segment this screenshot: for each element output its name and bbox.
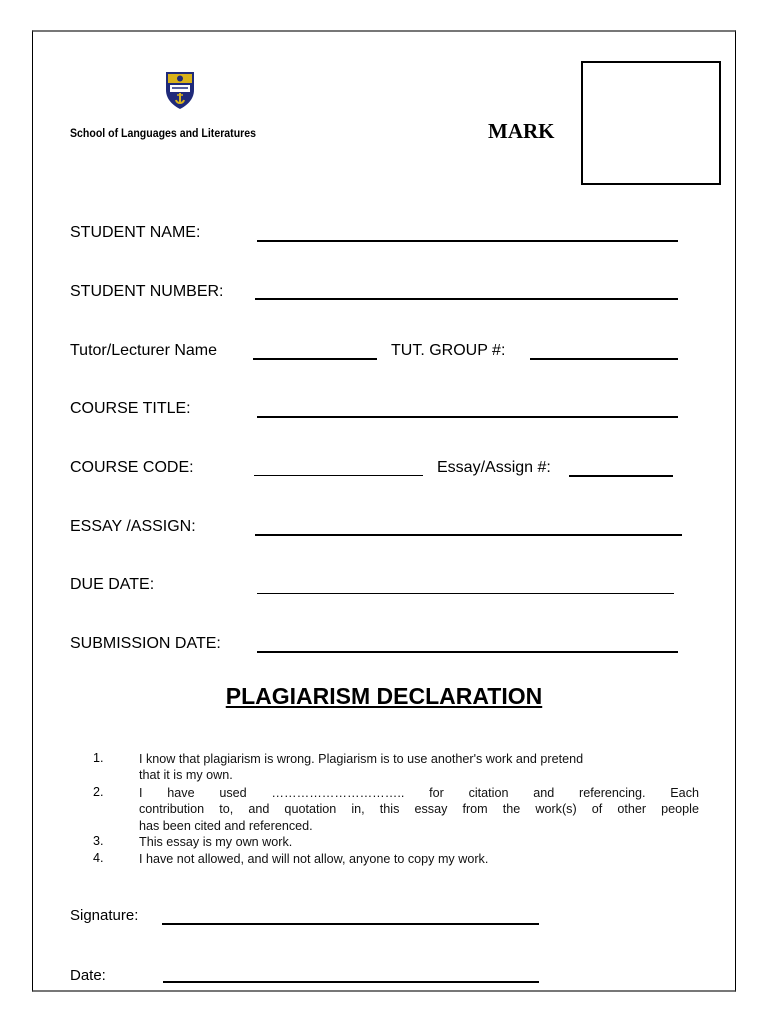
essay-assign-line[interactable] (255, 534, 682, 536)
course-code-line[interactable] (254, 475, 423, 476)
declaration-item-number: 1. (93, 751, 104, 765)
student-name-line[interactable] (257, 240, 678, 242)
declaration-item-number: 2. (93, 785, 104, 799)
submission-date-line[interactable] (257, 651, 678, 653)
tutor-name-label: Tutor/Lecturer Name (70, 342, 218, 359)
date-line[interactable] (163, 981, 539, 983)
mark-box[interactable] (581, 61, 721, 185)
tut-group-line[interactable] (530, 358, 678, 360)
due-date-line[interactable] (257, 593, 674, 594)
student-name-label: STUDENT NAME: (70, 224, 201, 241)
signature-label: Signature: (70, 907, 139, 924)
school-name: School of Languages and Literatures (70, 126, 257, 140)
declaration-item-number: 3. (93, 834, 104, 848)
course-title-label: COURSE TITLE: (70, 400, 191, 417)
declaration-item-line: I have not allowed, and will not allow, anyone to copy my work. (139, 852, 489, 866)
essay-assign-num-label: Essay/Assign #: (437, 459, 551, 476)
course-title-line[interactable] (257, 416, 678, 418)
tut-group-label: TUT. GROUP #: (391, 342, 506, 359)
declaration-item-line: contribution to, and quotation in, this essay from the work(s) of other people (139, 802, 699, 816)
mark-label: MARK (488, 119, 555, 143)
essay-assign-label: ESSAY /ASSIGN: (70, 518, 196, 535)
signature-line[interactable] (162, 923, 539, 925)
essay-assign-num-line[interactable] (569, 475, 673, 477)
declaration-item-line: that it is my own. (139, 768, 233, 782)
declaration-item-line: I have used ………………………….. for citation and referencing. Each (139, 786, 699, 800)
submission-date-label: SUBMISSION DATE: (70, 635, 221, 652)
course-code-label: COURSE CODE: (70, 459, 194, 476)
student-number-label: STUDENT NUMBER: (70, 283, 224, 300)
date-label: Date: (70, 967, 106, 984)
student-number-line[interactable] (255, 298, 678, 300)
university-crest-icon (164, 70, 196, 110)
declaration-title: PLAGIARISM DECLARATION (225, 683, 543, 709)
declaration-item-line: has been cited and referenced. (139, 819, 313, 833)
declaration-item-line: I know that plagiarism is wrong. Plagiarism is to use another's work and pretend (139, 752, 584, 766)
tutor-name-line[interactable] (253, 358, 377, 360)
due-date-label: DUE DATE: (70, 576, 155, 593)
declaration-item-number: 4. (93, 851, 104, 865)
declaration-item-line: This essay is my own work. (139, 835, 293, 849)
